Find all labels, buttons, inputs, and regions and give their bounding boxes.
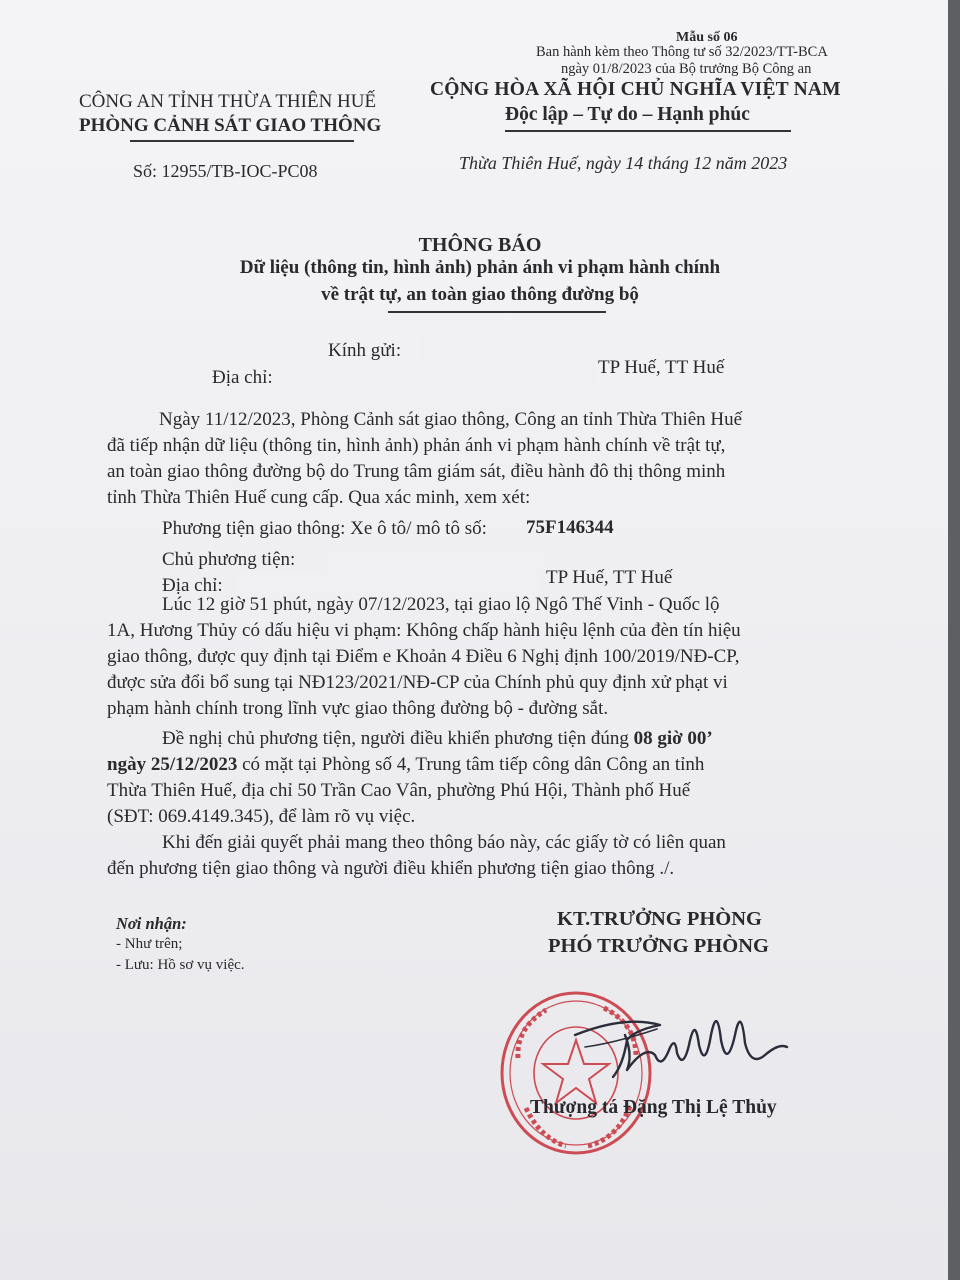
document-subtitle-line-1: Dữ liệu (thông tin, hình ảnh) phản ánh vi phạm hành chính <box>239 257 721 278</box>
paragraph-line: tỉnh Thừa Thiên Huế cung cấp. Qua xác minh, xem xét: <box>107 487 531 508</box>
vehicle-label: Phương tiện giao thông: Xe ô tô/ mô tô số: <box>162 518 487 539</box>
motto-underline <box>505 130 791 132</box>
signer-name: Thượng tá Đặng Thị Lệ Thủy <box>530 1097 777 1118</box>
paragraph-line <box>107 726 713 752</box>
paragraph-line: Khi đến giải quyết phải mang theo thông báo này, các giấy tờ có liên quan <box>162 832 726 853</box>
paragraph-instructions <box>107 830 726 882</box>
redacted-recipient-address <box>288 362 596 396</box>
owner-label: Chủ phương tiện: <box>162 549 296 570</box>
paragraph-line: giao thông, được quy định tại Điểm e Khoản 4 Điều 6 Nghị định 100/2019/NĐ-CP, <box>107 646 740 667</box>
form-reference-line-2: ngày 01/8/2023 của Bộ trưởng Bộ Công an <box>561 61 812 77</box>
signature-title-line-2: PHÓ TRƯỞNG PHÒNG <box>548 935 769 957</box>
paragraph-line: (SĐT: 069.4149.345), để làm rõ vụ việc. <box>107 806 416 827</box>
appointment-time: 08 giờ 00’ <box>633 728 713 749</box>
place-date: Thừa Thiên Huế, ngày 14 tháng 12 năm 2023 <box>459 153 788 173</box>
redacted-recipient-name <box>420 337 600 363</box>
nation-name: CỘNG HÒA XÃ HỘI CHỦ NGHĨA VIỆT NAM <box>430 79 841 100</box>
owner-address-tail: TP Huế, TT Huế <box>546 567 673 588</box>
request-text: có mặt tại Phòng số 4, Trung tâm tiếp công dân Công an tỉnh <box>237 754 705 775</box>
appointment-date: ngày 25/12/2023 <box>107 754 238 775</box>
signature-title-line-1: KT.TRƯỞNG PHÒNG <box>557 908 762 930</box>
form-number: Mẫu số 06 <box>676 30 738 45</box>
paragraph-line: đã tiếp nhận dữ liệu (thông tin, hình ảnh) phản ánh vi phạm hành chính về trật tự, <box>107 435 726 456</box>
paragraph-line <box>107 752 713 778</box>
receiver-item: - Lưu: Hồ sơ vụ việc. <box>116 957 245 973</box>
paragraph-line: Lúc 12 giờ 51 phút, ngày 07/12/2023, tại giao lộ Ngô Thế Vinh - Quốc lộ <box>162 594 720 615</box>
paragraph-violation <box>107 592 741 722</box>
nation-motto: Độc lập – Tự do – Hạnh phúc <box>505 104 750 125</box>
paragraph-request <box>107 726 713 830</box>
paragraph-line: Thừa Thiên Huế, địa chỉ 50 Trần Cao Vân, phường Phú Hội, Thành phố Huế <box>107 780 691 801</box>
paragraph-line: 1A, Hương Thủy có dấu hiệu vi phạm: Không chấp hành hiệu lệnh của đèn tín hiệu <box>107 620 741 641</box>
handwritten-signature-icon <box>565 995 805 1085</box>
owner-address-label: Địa chỉ: <box>162 575 223 596</box>
agency-unit: PHÒNG CẢNH SÁT GIAO THÔNG <box>79 115 382 136</box>
recipient-address-label: Địa chỉ: <box>212 367 273 388</box>
paragraph-intro <box>107 407 742 511</box>
paragraph-line: Ngày 11/12/2023, Phòng Cảnh sát giao thông, Công an tỉnh Thừa Thiên Huế <box>159 409 743 430</box>
recipient-address-tail: TP Huế, TT Huế <box>598 357 725 378</box>
agency-underline <box>130 140 354 142</box>
document-title: THÔNG BÁO <box>418 234 542 256</box>
redacted-owner-name <box>322 546 544 572</box>
request-text: Đề nghị chủ phương tiện, người điều khiển phương tiện đúng <box>162 728 634 749</box>
receivers-title: Nơi nhận: <box>116 914 187 933</box>
paragraph-line: đến phương tiện giao thông và người điều khiển phương tiện giao thông ./. <box>107 858 675 879</box>
receiver-item: - Như trên; <box>116 936 183 952</box>
paragraph-line: an toàn giao thông đường bộ do Trung tâm giám sát, điều hành đô thị thông minh <box>107 461 726 482</box>
vehicle-plate: 75F146344 <box>526 517 614 538</box>
paragraph-line: được sửa đổi bổ sung tại NĐ123/2021/NĐ-CP của Chính phủ quy định xử phạt vi <box>107 672 728 693</box>
paragraph-line: phạm hành chính trong lĩnh vực giao thông đường bộ - đường sắt. <box>107 698 609 719</box>
document-number: Số: 12955/TB-IOC-PC08 <box>133 161 318 181</box>
form-reference-line-1: Ban hành kèm theo Thông tư số 32/2023/TT-BCA <box>536 44 828 60</box>
document-subtitle-line-2: về trật tự, an toàn giao thông đường bộ <box>321 284 639 305</box>
agency-parent: CÔNG AN TỈNH THỪA THIÊN HUẾ <box>79 91 377 112</box>
recipient-label: Kính gửi: <box>328 340 402 361</box>
subtitle-underline <box>388 311 606 313</box>
